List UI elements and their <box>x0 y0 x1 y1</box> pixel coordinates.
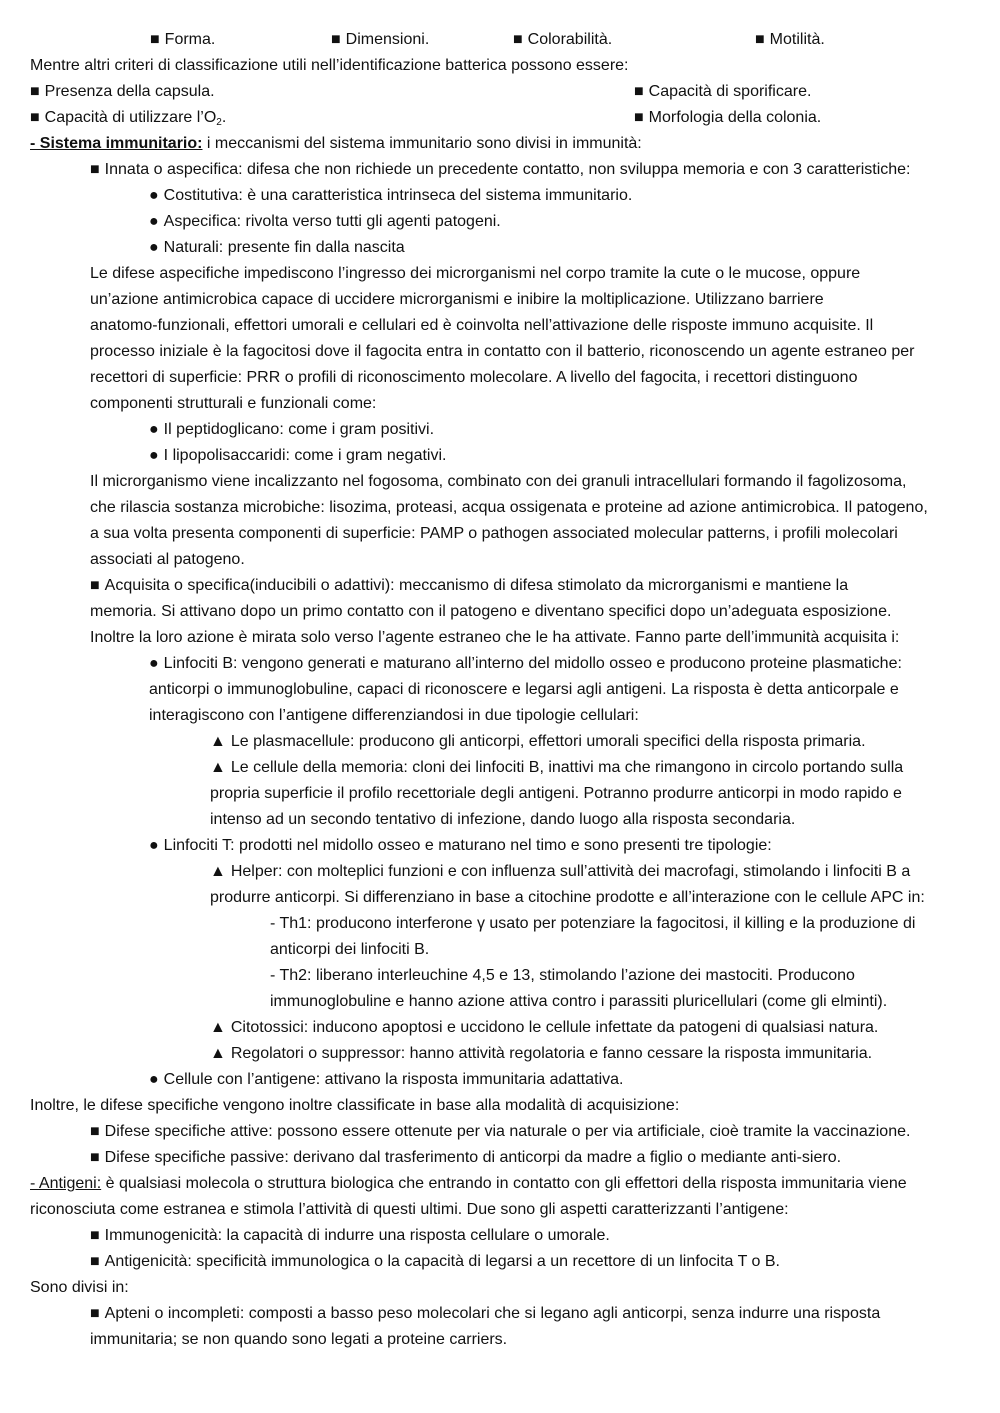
section-heading: - Sistema immunitario: <box>30 135 203 152</box>
list-item-attive: ■ Difese specifiche attive: possono essere ottenute per via naturale o per via artificiale, cioè tramite la vaccinazione. <box>90 1123 911 1140</box>
round-bullet-icon: ● <box>149 655 159 672</box>
list-item-cellule-antigene: ● Cellule con l’antigene: attivano la risposta immunitaria adattativa. <box>149 1071 624 1088</box>
section-heading: - Antigeni: <box>30 1175 102 1192</box>
list-item-costitutiva: ● Costitutiva: è una caratteristica intrinseca del sistema immunitario. <box>149 187 633 204</box>
criterion-dimensioni: ■ Dimensioni. <box>331 31 430 48</box>
criterion-capsula: ■ Presenza della capsula. <box>30 83 215 100</box>
round-bullet-icon: ● <box>149 239 159 256</box>
round-bullet-icon: ● <box>149 187 159 204</box>
triangle-bullet-icon: ▲ <box>210 733 226 750</box>
criterion-sporificare: ■ Capacità di sporificare. <box>634 83 812 100</box>
triangle-bullet-icon: ▲ <box>210 1045 226 1062</box>
list-item-aspecifica: ● Aspecifica: rivolta verso tutti gli agenti patogeni. <box>149 213 501 230</box>
list-item-acquisita: ■ Acquisita o specifica(inducibili o adattivi): meccanismo di difesa stimolato da microrganismi e mantiene la <box>90 577 849 594</box>
list-item-regolatori: ▲ Regolatori o suppressor: hanno attività regolatoria e fanno cessare la risposta immunitaria. <box>210 1045 873 1062</box>
square-bullet-icon: ■ <box>90 161 100 178</box>
paragraph-line: che rilascia sostanza microbiche: lisozima, proteasi, acqua ossigenata e proteine ad azione antimicrobica. Il patogeno, <box>90 499 928 516</box>
paragraph-line: anatomo-funzionali, effettori umorali e cellulari ed è coinvolta nell’attivazione delle risposte immuno acquisite. Il <box>90 317 874 334</box>
paragraph-line: processo iniziale è la fagocitosi dove il fagocita entra in contatto con il batterio, riconoscendo un agente estraneo per <box>90 343 915 360</box>
paragraph-line: intenso ad un secondo tentativo di infezione, dando luogo alla risposta secondaria. <box>210 811 796 828</box>
square-bullet-icon: ■ <box>755 31 765 48</box>
section-sistema-immunitario: - Sistema immunitario: i meccanismi del sistema immunitario sono divisi in immunità: <box>30 135 642 152</box>
paragraph-line: memoria. Si attivano dopo un primo contatto con il patogeno e diventano specifici dopo un’adeguata esposizione. <box>90 603 892 620</box>
criterion-forma: ■ Forma. <box>150 31 216 48</box>
paragraph-line: immunitaria; se non quando sono legati a proteine carriers. <box>90 1331 508 1348</box>
square-bullet-icon: ■ <box>90 1149 100 1166</box>
paragraph-line: Sono divisi in: <box>30 1279 129 1296</box>
paragraph-line: produrre anticorpi. Si differenziano in base a citochine prodotte e all’interazione con le cellule APC in: <box>210 889 925 906</box>
square-bullet-icon: ■ <box>30 83 40 100</box>
square-bullet-icon: ■ <box>513 31 523 48</box>
list-item-helper: ▲ Helper: con molteplici funzioni e con influenza sull’attività dei macrofagi, stimolando i linfociti B a <box>210 863 911 880</box>
paragraph-line: Inoltre la loro azione è mirata solo verso l’agente estraneo che le ha attivate. Fanno parte dell’immunità acquisita i: <box>90 629 900 646</box>
paragraph-line: associati al patogeno. <box>90 551 245 568</box>
paragraph-line: immunoglobuline e hanno azione attiva contro i parassiti pluricellulari (come gli elminti). <box>270 993 888 1010</box>
criterion-colorabilita: ■ Colorabilità. <box>513 31 613 48</box>
criterion-motilita: ■ Motilità. <box>755 31 825 48</box>
section-antigeni: - Antigeni: è qualsiasi molecola o struttura biologica che entrando in contatto con gli effettori della risposta immunitaria viene <box>30 1175 907 1192</box>
list-item-lipopolisaccaridi: ● I lipopolisaccaridi: come i gram negativi. <box>149 447 447 464</box>
paragraph-line: un’azione antimicrobica capace di uccidere microrganismi e inibire la moltiplicazione. Utilizzano barriere <box>90 291 824 308</box>
paragraph-line: propria superficie il profilo recettoriale degli antigeni. Potranno produrre anticorpi in modo rapido e <box>210 785 902 802</box>
triangle-bullet-icon: ▲ <box>210 759 226 776</box>
round-bullet-icon: ● <box>149 447 159 464</box>
triangle-bullet-icon: ▲ <box>210 863 226 880</box>
list-item-passive: ■ Difese specifiche passive: derivano dal trasferimento di anticorpi da madre a figlio o mediante anti-siero. <box>90 1149 842 1166</box>
round-bullet-icon: ● <box>149 837 159 854</box>
paragraph-line: Il microrganismo viene incalizzanto nel fogosoma, combinato con dei granuli intracellulari formando il fagolizosoma, <box>90 473 907 490</box>
list-item-immunogenicita: ■ Immunogenicità: la capacità di indurre una risposta cellulare o umorale. <box>90 1227 610 1244</box>
round-bullet-icon: ● <box>149 1071 159 1088</box>
square-bullet-icon: ■ <box>90 1227 100 1244</box>
paragraph-line: componenti strutturali e funzionali come: <box>90 395 377 412</box>
square-bullet-icon: ■ <box>90 1123 100 1140</box>
square-bullet-icon: ■ <box>30 109 40 126</box>
list-item-citotossici: ▲ Citotossici: inducono apoptosi e uccidono le cellule infettate da patogeni di qualsiasi natura. <box>210 1019 879 1036</box>
other-criteria-intro: Mentre altri criteri di classificazione utili nell’identificazione batterica possono essere: <box>30 57 629 74</box>
list-item-peptidoglicano: ● Il peptidoglicano: come i gram positivi. <box>149 421 435 438</box>
round-bullet-icon: ● <box>149 421 159 438</box>
list-item-apteni: ■ Apteni o incompleti: composti a basso peso molecolari che si legano agli anticorpi, senza indurre una risposta <box>90 1305 881 1322</box>
list-item-innata: ■ Innata o aspecifica: difesa che non richiede un precedente contatto, non sviluppa memoria e con 3 caratteristiche: <box>90 161 911 178</box>
square-bullet-icon: ■ <box>331 31 341 48</box>
list-item-plasmacellule: ▲ Le plasmacellule: producono gli anticorpi, effettori umorali specifici della risposta primaria. <box>210 733 866 750</box>
paragraph-line: a sua volta presenta componenti di superficie: PAMP o pathogen associated molecular patterns, i profili molecolari <box>90 525 898 542</box>
round-bullet-icon: ● <box>149 213 159 230</box>
square-bullet-icon: ■ <box>634 109 644 126</box>
paragraph-line: Inoltre, le difese specifiche vengono inoltre classificate in base alla modalità di acquisizione: <box>30 1097 680 1114</box>
paragraph-line: anticorpi o immunoglobuline, capaci di riconoscere e legarsi agli antigeni. La risposta è detta anticorpale e <box>149 681 899 698</box>
list-item-memoria: ▲ Le cellule della memoria: cloni dei linfociti B, inattivi ma che rimangono in circolo portando sulla <box>210 759 904 776</box>
paragraph-line: recettori di superficie: PRR o profili di riconoscimento molecolare. A livello del fagocita, i recettori distinguono <box>90 369 858 386</box>
criterion-colonia: ■ Morfologia della colonia. <box>634 109 822 126</box>
list-item-th2: - Th2: liberano interleuchine 4,5 e 13, stimolando l’azione dei mastociti. Producono <box>270 967 855 984</box>
list-item-th1: - Th1: producono interferone γ usato per potenziare la fagocitosi, il killing e la produzione di <box>270 915 916 932</box>
square-bullet-icon: ■ <box>90 577 100 594</box>
list-item-naturali: ● Naturali: presente fin dalla nascita <box>149 239 405 256</box>
criterion-o2: ■ Capacità di utilizzare $l’O_2$. <box>30 109 227 128</box>
list-item-linfociti-b: ● Linfociti B: vengono generati e maturano all’interno del midollo osseo e producono proteine plasmatiche: <box>149 655 902 672</box>
square-bullet-icon: ■ <box>90 1253 100 1270</box>
paragraph-line: anticorpi dei linfociti B. <box>270 941 430 958</box>
square-bullet-icon: ■ <box>634 83 644 100</box>
paragraph-line: interagiscono con l’antigene differenziandosi in due tipologie cellulari: <box>149 707 639 724</box>
list-item-antigenicita: ■ Antigenicità: specificità immunologica o la capacità di legarsi a un recettore di un linfocita T o B. <box>90 1253 780 1270</box>
square-bullet-icon: ■ <box>90 1305 100 1322</box>
triangle-bullet-icon: ▲ <box>210 1019 226 1036</box>
paragraph-line: riconosciuta come estranea e stimola l’attività di questi ultimi. Due sono gli aspetti caratterizzanti l’antigene: <box>30 1201 789 1218</box>
paragraph-line: Le difese aspecifiche impediscono l’ingresso dei microrganismi nel corpo tramite la cute o le mucose, oppure <box>90 265 861 282</box>
square-bullet-icon: ■ <box>150 31 160 48</box>
list-item-linfociti-t: ● Linfociti T: prodotti nel midollo osseo e maturano nel timo e sono presenti tre tipologie: <box>149 837 772 854</box>
